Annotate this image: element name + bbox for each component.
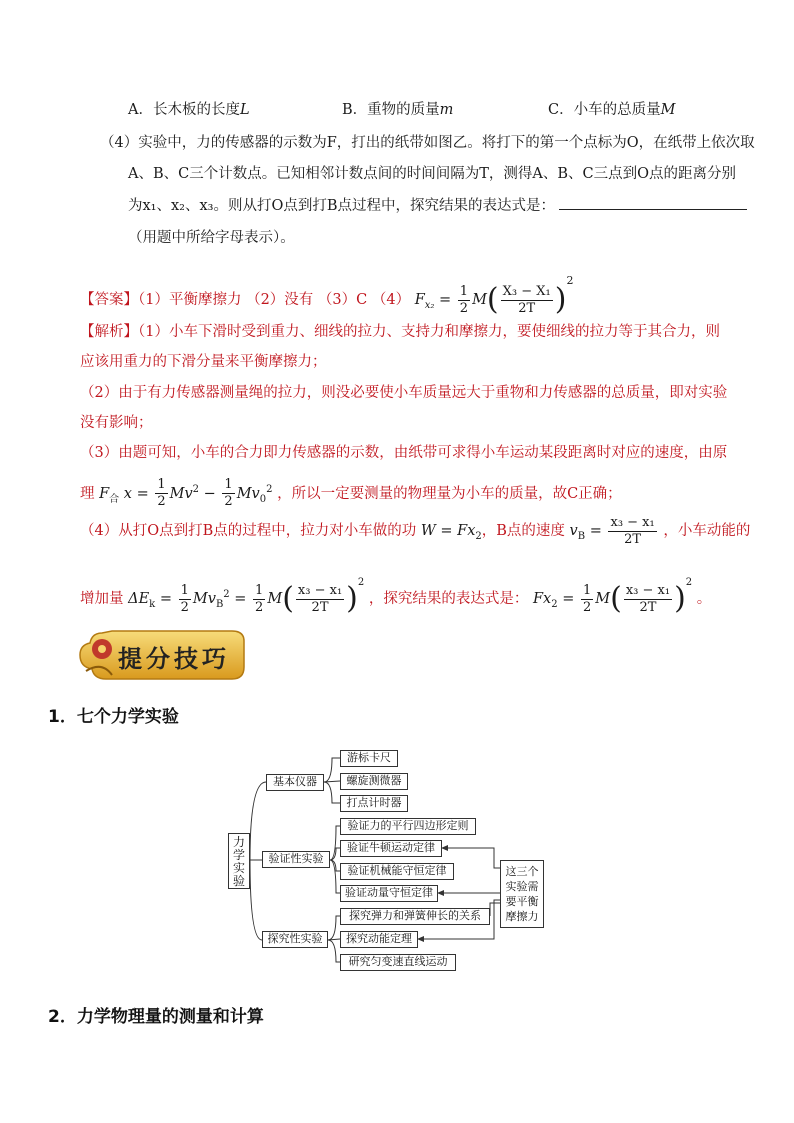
node-spring: 探究弹力和弹簧伸长的关系 xyxy=(340,908,490,925)
node-basic-instruments: 基本仪器 xyxy=(266,774,324,791)
node-micrometer: 螺旋测微器 xyxy=(340,773,408,790)
option-a: A．长木板的长度L xyxy=(128,102,250,118)
analysis-p2b: 没有影响； xyxy=(80,415,153,431)
node-kinetic-theorem: 探究动能定理 xyxy=(340,931,418,948)
node-friction-note: 这三个实验需要平衡摩擦力 xyxy=(500,860,544,928)
node-momentum: 验证动量守恒定律 xyxy=(340,885,438,902)
work-energy-formula: $F_合$ x = $\frac{1}{2}$ Mv$^2$ − $\frac{1}{2}$ $Mv_0^2$ xyxy=(99,477,273,510)
answer-label: 【答案】 xyxy=(80,292,138,308)
node-parallelogram: 验证力的平行四边形定则 xyxy=(340,818,476,835)
answer-text: （1）平衡摩擦力 （2）没有 （3）C （4） xyxy=(138,292,411,308)
node-verification: 验证性实验 xyxy=(262,851,330,868)
q4-line-1: （4）实验中，力的传感器的示数为F，打出的纸带如图乙。将打下的第一个点标为O，在纸带上依次取 xyxy=(100,135,755,151)
banner-title: 提分技巧 xyxy=(118,645,230,673)
analysis-p4b: 增加量 $\Delta E_k$ = $\frac{1}{2}$ $Mv_B^2$ = $\frac{1}{2}$ M( $\frac{\text{x₃ − x₁}}{2T}$ )$^2$ ，探究结果的表达式是： $Fx_2$ = $\frac{1}{2}$ M( $\frac{\text{x₃ − x₁}}{2T}$ )$^2$ 。 xyxy=(80,577,712,616)
option-b: B．重物的质量m xyxy=(342,102,454,118)
q4-line-4: （用题中所给字母表示）。 xyxy=(128,230,295,246)
analysis-p2a: （2）由于有力传感器测量绳的拉力，则没必要使小车质量远大于重物和力传感器的总质量，即对实验 xyxy=(80,385,728,401)
analysis-p4a: （4）从打O点到打B点的过程中，拉力对小车做的功 $W = Fx_2$，B点的速度 $v_B$ = $\frac{\text{x₃ − x₁}}{2T}$ ，小车动能的 xyxy=(80,514,751,547)
analysis-p1a: 【解析】（1）小车下滑时受到重力、细线的拉力、支持力和摩擦力，要使细线的拉力等于其合力，则 xyxy=(80,324,720,340)
q4-line-2: A、B、C三个计数点。已知相邻计数点间的时间间隔为T，测得A、B、C三点到O点的距离分别 xyxy=(128,166,736,182)
kinetic-energy-formula: $\Delta E_k$ = $\frac{1}{2}$ $Mv_B^2$ = $\frac{1}{2}$ M( $\frac{\text{x₃ − x₁}}{2T}$ )$^2$ xyxy=(128,577,365,616)
analysis-label: 【解析】 xyxy=(80,324,138,340)
section-1-title: 1．七个力学实验 xyxy=(48,707,179,727)
node-uniform-acceleration: 研究匀变速直线运动 xyxy=(340,954,456,971)
analysis-p3a: （3）由题可知，小车的合力即力传感器的示数，由纸带可求得小车运动某段距离时对应的速度，由原 xyxy=(80,445,728,461)
node-vernier-caliper: 游标卡尺 xyxy=(340,750,398,767)
section-2-title: 2．力学物理量的测量和计算 xyxy=(48,1007,264,1027)
velocity-formula: $v_B$ = $\frac{\text{x₃ − x₁}}{2T}$ xyxy=(569,514,655,547)
node-exploration: 探究性实验 xyxy=(262,931,328,948)
node-newton: 验证牛顿运动定律 xyxy=(340,840,442,857)
node-timer: 打点计时器 xyxy=(340,795,408,812)
q4-line-3: 为x₁、x₂、x₃。则从打O点到打B点过程中，探究结果的表达式是： xyxy=(128,196,747,216)
node-root: 力学实验 xyxy=(228,833,250,889)
node-mechanical-energy: 验证机械能守恒定律 xyxy=(340,863,454,880)
answer-formula: $F_{x_2}$ = $\frac{1}{2}$ M( $\frac{\text{X₃ − X₁}}{2T}$ )$^2$ xyxy=(414,274,574,317)
option-c: C．小车的总质量M xyxy=(548,102,676,118)
final-formula: $Fx_2$ = $\frac{1}{2}$ M( $\frac{\text{x₃ − x₁}}{2T}$ )$^2$ xyxy=(532,577,693,616)
analysis-p3b: 理 $F_合$ x = $\frac{1}{2}$ Mv$^2$ − $\frac{1}{2}$ $Mv_0^2$ ，所以一定要测量的物理量为小车的质量，故C正确； xyxy=(80,477,622,510)
analysis-p1b: 应该用重力的下滑分量来平衡摩擦力； xyxy=(80,354,327,370)
